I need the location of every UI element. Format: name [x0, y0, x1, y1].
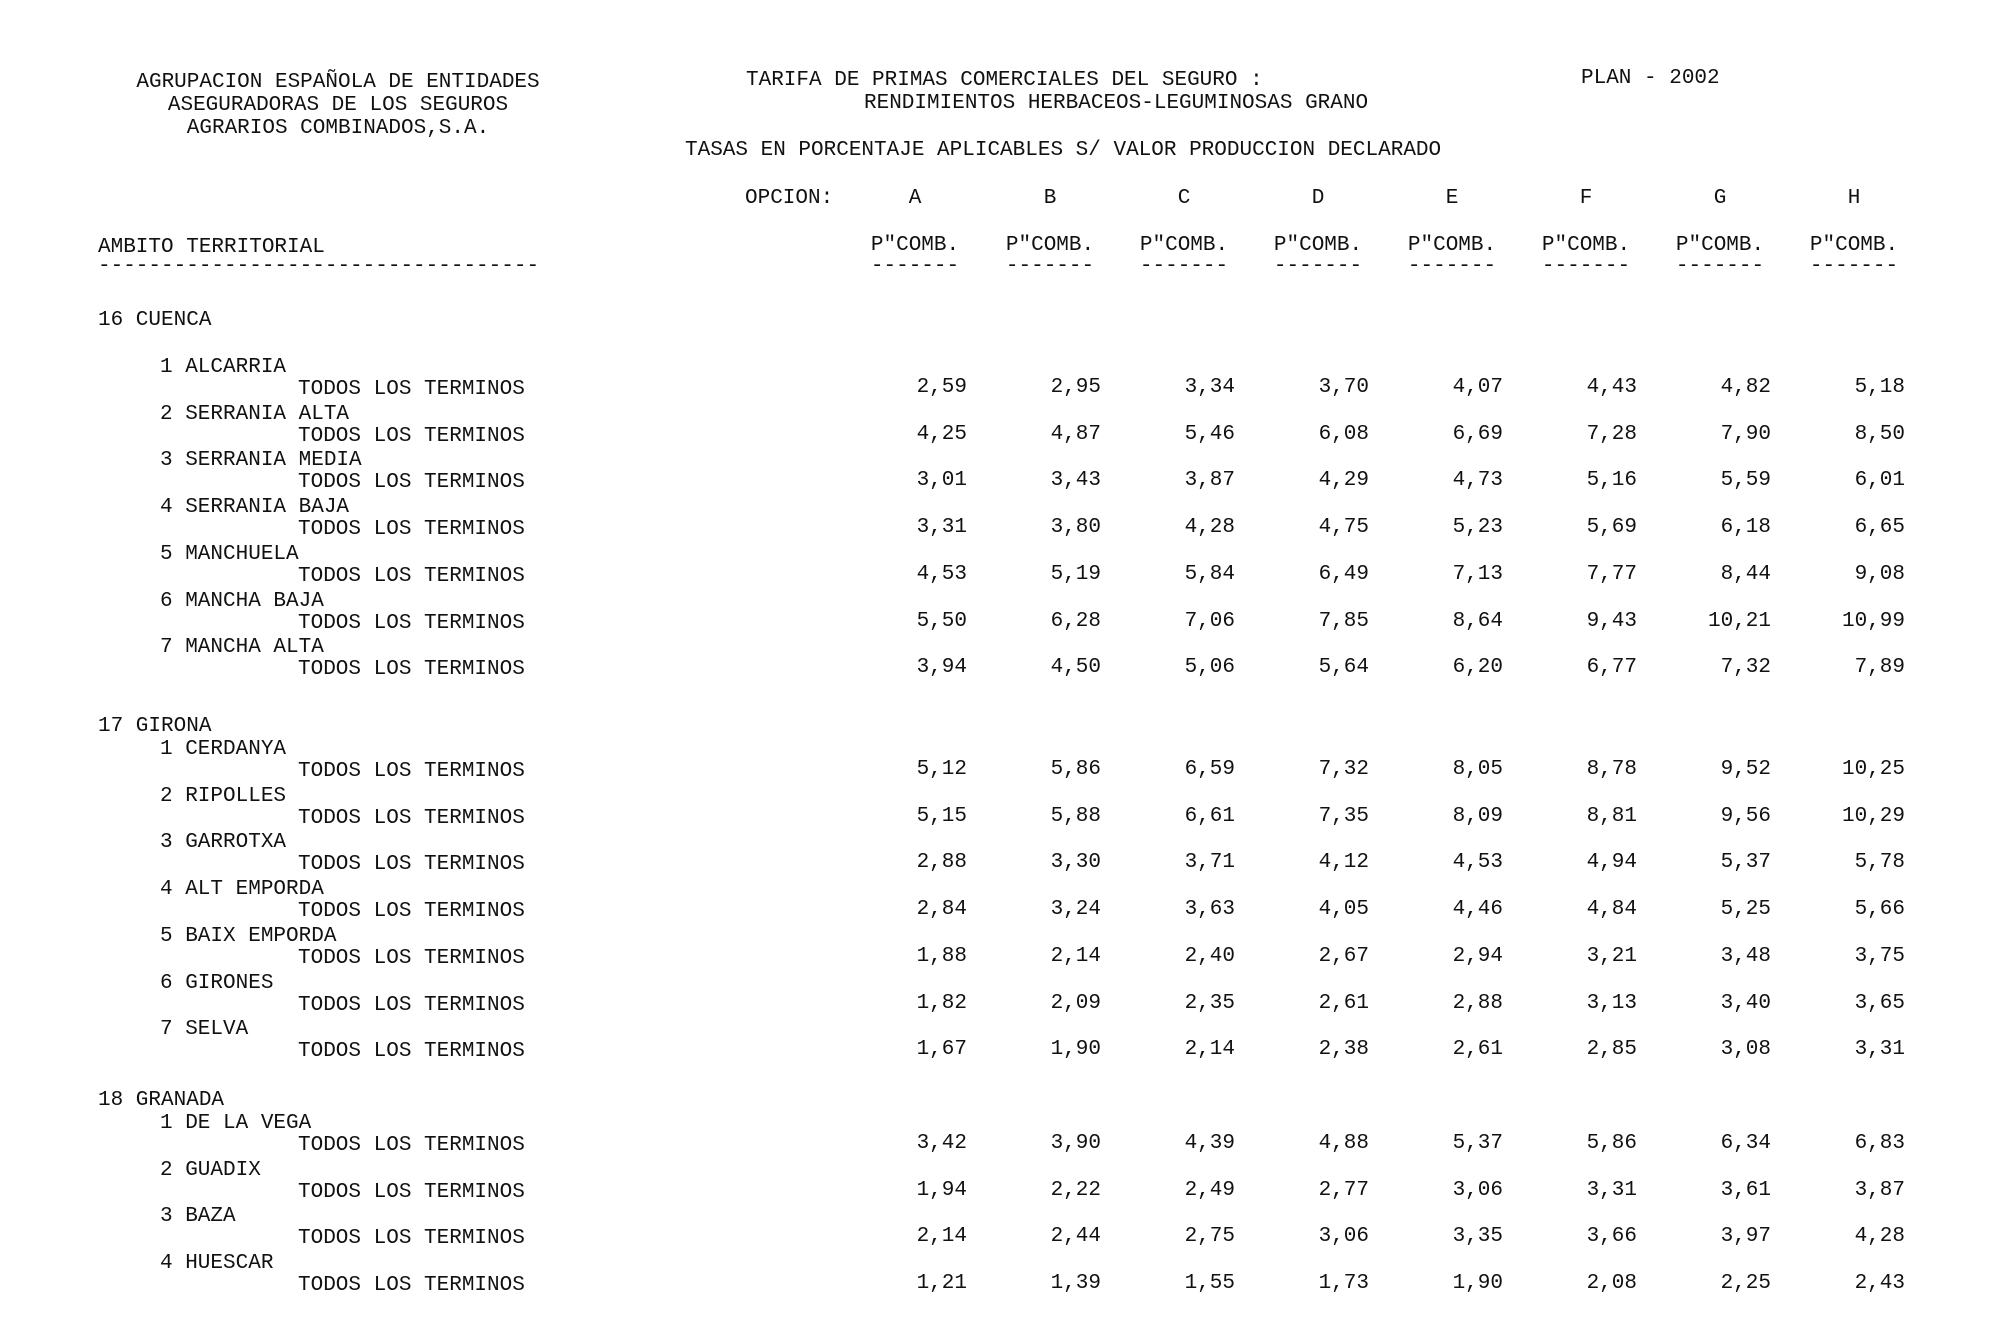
option-letter-h: H [1847, 187, 1861, 210]
rate-value-e: 5,37 [1452, 1132, 1503, 1155]
rate-value-b: 5,86 [1050, 758, 1101, 781]
rate-value-b: 4,87 [1050, 422, 1101, 446]
term-label: TODOS LOS TERMINOS [298, 1274, 525, 1298]
comarca-label: 1 ALCARRIA [160, 356, 287, 379]
rate-value-f: 4,84 [1586, 898, 1637, 922]
rate-value-h: 10,29 [1841, 804, 1905, 828]
column-rule: ------- [870, 255, 960, 278]
rate-value-c: 3,87 [1184, 469, 1235, 493]
term-label: TODOS LOS TERMINOS [298, 424, 525, 448]
rate-value-c: 7,06 [1184, 609, 1235, 633]
rate-value-d: 5,64 [1318, 656, 1369, 680]
opcion-label: OPCION: [745, 187, 834, 210]
province-heading: 18 GRANADA [98, 1089, 225, 1112]
rate-value-f: 3,66 [1586, 1225, 1637, 1249]
comarca-label: 7 SELVA [160, 1018, 249, 1042]
comarca-label: 5 MANCHUELA [160, 542, 299, 566]
org-name-line2: ASEGURADORAS DE LOS SEGUROS [167, 94, 509, 117]
rate-value-d: 4,05 [1318, 898, 1369, 922]
rate-value-f: 4,94 [1586, 851, 1637, 875]
rate-value-a: 3,31 [916, 516, 967, 540]
rate-value-h: 5,66 [1854, 898, 1905, 922]
rate-value-g: 6,18 [1720, 516, 1771, 540]
term-label: TODOS LOS TERMINOS [298, 611, 525, 635]
rate-value-g: 3,08 [1720, 1038, 1771, 1062]
option-letter-f: F [1579, 187, 1593, 210]
rate-value-f: 7,77 [1586, 562, 1637, 586]
rate-value-g: 3,48 [1720, 944, 1771, 968]
rate-value-g: 5,37 [1720, 851, 1771, 875]
option-letter-c: C [1177, 187, 1191, 210]
column-rule: ------- [1407, 255, 1497, 278]
rate-value-e: 4,73 [1452, 469, 1503, 493]
term-label: TODOS LOS TERMINOS [298, 378, 525, 401]
rate-value-d: 3,06 [1318, 1225, 1369, 1249]
comarca-label: 3 BAZA [160, 1205, 236, 1229]
org-name-line3: AGRARIOS COMBINADOS,S.A. [186, 117, 490, 140]
rate-value-h: 5,78 [1854, 851, 1905, 875]
rate-value-a: 5,15 [916, 804, 967, 828]
rate-value-h: 3,65 [1854, 991, 1905, 1015]
comarca-label: 5 BAIX EMPORDA [160, 924, 337, 948]
rate-value-h: 9,08 [1854, 562, 1905, 586]
rate-value-d: 2,38 [1318, 1038, 1369, 1062]
comarca-label: 3 GARROTXA [160, 831, 287, 855]
comarca-label: 7 MANCHA ALTA [160, 636, 324, 660]
rate-value-c: 1,55 [1184, 1272, 1235, 1296]
column-header-pcomb: P"COMB. [1273, 234, 1363, 257]
rate-value-c: 6,59 [1184, 758, 1235, 781]
rate-value-c: 6,61 [1184, 804, 1235, 828]
rate-value-b: 5,88 [1050, 804, 1101, 828]
rate-value-e: 6,69 [1452, 422, 1503, 446]
rate-value-g: 9,56 [1720, 804, 1771, 828]
rate-value-c: 5,84 [1184, 562, 1235, 586]
rate-value-b: 2,95 [1050, 376, 1101, 399]
rate-value-c: 4,28 [1184, 516, 1235, 540]
rate-value-d: 6,08 [1318, 422, 1369, 446]
comarca-label: 1 DE LA VEGA [160, 1112, 312, 1135]
rate-value-d: 6,49 [1318, 562, 1369, 586]
rate-value-b: 2,44 [1050, 1225, 1101, 1249]
rate-value-c: 2,35 [1184, 991, 1235, 1015]
rate-value-h: 10,25 [1841, 758, 1905, 781]
plan-year: PLAN - 2002 [1581, 67, 1720, 90]
comarca-label: 2 GUADIX [160, 1158, 261, 1182]
rate-value-g: 3,61 [1720, 1178, 1771, 1202]
column-rule: ------- [1675, 255, 1765, 278]
rate-value-a: 5,12 [916, 758, 967, 781]
rate-value-e: 4,07 [1452, 376, 1503, 399]
rate-value-b: 3,90 [1050, 1132, 1101, 1155]
rate-value-f: 9,43 [1586, 609, 1637, 633]
province-heading: 17 GIRONA [98, 715, 212, 738]
rate-value-c: 3,71 [1184, 851, 1235, 875]
comarca-label: 2 SERRANIA ALTA [160, 402, 350, 426]
rate-value-d: 7,85 [1318, 609, 1369, 633]
rate-value-a: 1,82 [916, 991, 967, 1015]
rate-value-h: 6,83 [1854, 1132, 1905, 1155]
rate-value-f: 7,28 [1586, 422, 1637, 446]
rate-value-h: 10,99 [1841, 609, 1905, 633]
column-header-pcomb: P"COMB. [1407, 234, 1497, 257]
rate-value-g: 10,21 [1707, 609, 1771, 633]
rate-value-e: 3,06 [1452, 1178, 1503, 1202]
rate-value-h: 2,43 [1854, 1272, 1905, 1296]
rate-value-e: 4,46 [1452, 898, 1503, 922]
org-name-line1: AGRUPACION ESPAÑOLA DE ENTIDADES [136, 71, 540, 94]
rate-value-c: 3,63 [1184, 898, 1235, 922]
option-letter-d: D [1311, 187, 1325, 210]
rate-value-a: 1,67 [916, 1038, 967, 1062]
term-label: TODOS LOS TERMINOS [298, 518, 525, 542]
term-label: TODOS LOS TERMINOS [298, 900, 525, 924]
rate-value-b: 3,80 [1050, 516, 1101, 540]
rate-value-b: 4,50 [1050, 656, 1101, 680]
rate-value-b: 2,09 [1050, 991, 1101, 1015]
comarca-label: 1 CERDANYA [160, 738, 287, 761]
rate-value-h: 3,87 [1854, 1178, 1905, 1202]
option-letter-b: B [1043, 187, 1057, 210]
rate-value-f: 3,31 [1586, 1178, 1637, 1202]
rate-value-h: 6,65 [1854, 516, 1905, 540]
term-label: TODOS LOS TERMINOS [298, 564, 525, 588]
term-label: TODOS LOS TERMINOS [298, 1040, 525, 1064]
column-header-pcomb: P"COMB. [1139, 234, 1229, 257]
rate-value-d: 2,67 [1318, 944, 1369, 968]
rate-value-c: 2,75 [1184, 1225, 1235, 1249]
rate-value-a: 2,88 [916, 851, 967, 875]
comarca-label: 4 HUESCAR [160, 1252, 274, 1276]
column-header-pcomb: P"COMB. [870, 234, 960, 257]
rate-value-d: 1,73 [1318, 1272, 1369, 1296]
rate-value-e: 1,90 [1452, 1272, 1503, 1296]
term-label: TODOS LOS TERMINOS [298, 471, 525, 495]
rate-value-e: 5,23 [1452, 516, 1503, 540]
rate-value-h: 6,01 [1854, 469, 1905, 493]
rate-value-e: 8,05 [1452, 758, 1503, 781]
rate-value-g: 9,52 [1720, 758, 1771, 781]
option-letter-g: G [1713, 187, 1727, 210]
column-header-pcomb: P"COMB. [1809, 234, 1899, 257]
rate-value-a: 1,21 [916, 1272, 967, 1296]
comarca-label: 6 MANCHA BAJA [160, 589, 324, 613]
rate-value-g: 2,25 [1720, 1272, 1771, 1296]
rate-value-b: 2,22 [1050, 1178, 1101, 1202]
rate-value-g: 5,25 [1720, 898, 1771, 922]
rate-value-a: 1,94 [916, 1178, 967, 1202]
rate-value-e: 8,09 [1452, 804, 1503, 828]
rate-value-f: 3,21 [1586, 944, 1637, 968]
rate-value-e: 7,13 [1452, 562, 1503, 586]
rate-value-f: 3,13 [1586, 991, 1637, 1015]
rate-value-f: 6,77 [1586, 656, 1637, 680]
comarca-label: 4 SERRANIA BAJA [160, 496, 350, 520]
rate-value-c: 3,34 [1184, 376, 1235, 399]
rate-value-g: 3,97 [1720, 1225, 1771, 1249]
rate-value-a: 3,01 [916, 469, 967, 493]
term-label: TODOS LOS TERMINOS [298, 946, 525, 970]
rate-value-d: 4,88 [1318, 1132, 1369, 1155]
rate-value-d: 7,35 [1318, 804, 1369, 828]
rate-value-f: 8,78 [1586, 758, 1637, 781]
rate-value-a: 2,14 [916, 1225, 967, 1249]
rate-value-f: 2,85 [1586, 1038, 1637, 1062]
rate-value-c: 4,39 [1184, 1132, 1235, 1155]
comarca-label: 6 GIRONES [160, 971, 274, 995]
rate-value-c: 5,06 [1184, 656, 1235, 680]
rate-value-d: 4,29 [1318, 469, 1369, 493]
ambito-rule: ----------------------------------- [98, 255, 540, 278]
rate-value-d: 4,12 [1318, 851, 1369, 875]
option-letter-a: A [908, 187, 922, 210]
rate-value-a: 4,53 [916, 562, 967, 586]
rate-value-c: 5,46 [1184, 422, 1235, 446]
term-label: TODOS LOS TERMINOS [298, 806, 525, 830]
rate-value-c: 2,14 [1184, 1038, 1235, 1062]
rate-value-a: 2,59 [916, 376, 967, 399]
comarca-label: 4 ALT EMPORDA [160, 878, 324, 902]
rate-value-b: 3,24 [1050, 898, 1101, 922]
term-label: TODOS LOS TERMINOS [298, 993, 525, 1017]
rate-value-h: 5,18 [1854, 376, 1905, 399]
rate-value-d: 7,32 [1318, 758, 1369, 781]
rate-value-e: 2,88 [1452, 991, 1503, 1015]
comarca-label: 3 SERRANIA MEDIA [160, 449, 362, 473]
term-label: TODOS LOS TERMINOS [298, 760, 525, 783]
column-rule: ------- [1809, 255, 1899, 278]
province-heading: 16 CUENCA [98, 309, 212, 332]
term-label: TODOS LOS TERMINOS [298, 1180, 525, 1204]
rate-value-h: 8,50 [1854, 422, 1905, 446]
rate-value-c: 2,40 [1184, 944, 1235, 968]
rate-value-g: 6,34 [1720, 1132, 1771, 1155]
rate-value-g: 7,90 [1720, 422, 1771, 446]
rate-value-g: 8,44 [1720, 562, 1771, 586]
column-header-pcomb: P"COMB. [1005, 234, 1095, 257]
rate-value-h: 3,75 [1854, 944, 1905, 968]
column-header-pcomb: P"COMB. [1675, 234, 1765, 257]
rate-value-g: 4,82 [1720, 376, 1771, 399]
rate-value-d: 4,75 [1318, 516, 1369, 540]
rate-value-f: 5,16 [1586, 469, 1637, 493]
rate-value-e: 2,94 [1452, 944, 1503, 968]
column-rule: ------- [1139, 255, 1229, 278]
tariff-title: TARIFA DE PRIMAS COMERCIALES DEL SEGURO : [746, 69, 1263, 92]
rate-value-b: 3,43 [1050, 469, 1101, 493]
rate-value-a: 4,25 [916, 422, 967, 446]
rates-description: TASAS EN PORCENTAJE APLICABLES S/ VALOR PRODUCCION DECLARADO [685, 139, 1442, 162]
column-rule: ------- [1005, 255, 1095, 278]
rate-value-b: 1,39 [1050, 1272, 1101, 1296]
rate-value-g: 7,32 [1720, 656, 1771, 680]
rate-value-h: 7,89 [1854, 656, 1905, 680]
rate-value-f: 4,43 [1586, 376, 1637, 399]
rate-value-e: 4,53 [1452, 851, 1503, 875]
rate-value-f: 8,81 [1586, 804, 1637, 828]
rate-value-e: 8,64 [1452, 609, 1503, 633]
term-label: TODOS LOS TERMINOS [298, 1227, 525, 1251]
rate-value-b: 6,28 [1050, 609, 1101, 633]
rate-value-d: 3,70 [1318, 376, 1369, 399]
rate-value-a: 1,88 [916, 944, 967, 968]
rate-value-a: 2,84 [916, 898, 967, 922]
rate-value-b: 2,14 [1050, 944, 1101, 968]
rate-value-b: 3,30 [1050, 851, 1101, 875]
rate-value-g: 5,59 [1720, 469, 1771, 493]
term-label: TODOS LOS TERMINOS [298, 853, 525, 877]
rate-value-f: 5,69 [1586, 516, 1637, 540]
ambito-territorial-label: AMBITO TERRITORIAL [98, 236, 325, 259]
column-rule: ------- [1273, 255, 1363, 278]
rate-value-c: 2,49 [1184, 1178, 1235, 1202]
column-rule: ------- [1541, 255, 1631, 278]
option-letter-e: E [1445, 187, 1459, 210]
rate-value-d: 2,61 [1318, 991, 1369, 1015]
term-label: TODOS LOS TERMINOS [298, 658, 525, 682]
column-header-pcomb: P"COMB. [1541, 234, 1631, 257]
rate-value-f: 5,86 [1586, 1132, 1637, 1155]
comarca-label: 2 RIPOLLES [160, 784, 287, 808]
term-label: TODOS LOS TERMINOS [298, 1134, 525, 1157]
rate-value-e: 3,35 [1452, 1225, 1503, 1249]
rate-value-e: 2,61 [1452, 1038, 1503, 1062]
rate-value-e: 6,20 [1452, 656, 1503, 680]
rate-value-f: 2,08 [1586, 1272, 1637, 1296]
rate-value-d: 2,77 [1318, 1178, 1369, 1202]
tariff-subject: RENDIMIENTOS HERBACEOS-LEGUMINOSAS GRANO [864, 92, 1369, 115]
rate-value-b: 1,90 [1050, 1038, 1101, 1062]
rate-value-a: 5,50 [916, 609, 967, 633]
rate-value-b: 5,19 [1050, 562, 1101, 586]
rate-value-a: 3,94 [916, 656, 967, 680]
rate-value-g: 3,40 [1720, 991, 1771, 1015]
rate-value-h: 3,31 [1854, 1038, 1905, 1062]
rate-value-h: 4,28 [1854, 1225, 1905, 1249]
rate-value-a: 3,42 [916, 1132, 967, 1155]
